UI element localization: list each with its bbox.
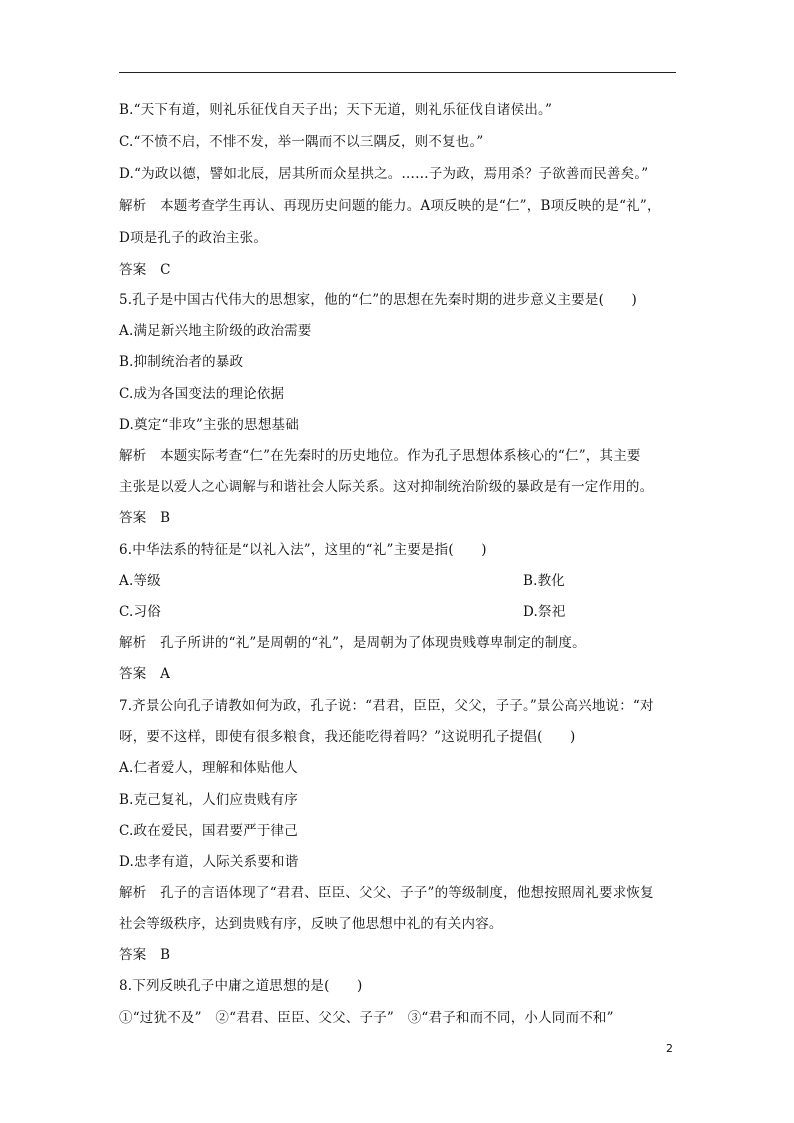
q7-stem-line-1: 7.齐景公向孔子请教如何为政，孔子说：“君君，臣臣，父父，子子。”景公高兴地说：“对	[119, 698, 654, 714]
q8-stem: 8.下列反映孔子中庸之道思想的是( )	[119, 978, 363, 994]
q6-option-a: A.等级	[119, 573, 161, 589]
q4-option-c: C.“不愤不启，不悱不发，举一隅而不以三隅反，则不复也。”	[119, 134, 484, 150]
q5-stem: 5.孔子是中国古代伟大的思想家，他的“仁”的思想在先秦时期的进步意义主要是( )	[119, 292, 637, 308]
q5-option-a: A.满足新兴地主阶级的政治需要	[119, 323, 312, 339]
q7-option-c: C.政在爱民，国君要严于律己	[119, 823, 298, 839]
q7-option-b: B.克己复礼，人们应贵贱有序	[119, 792, 299, 808]
q7-analysis-line-1: 解析 孔子的言语体现了“君君、臣臣、父父、子子”的等级制度，他想按照周礼要求恢复	[119, 885, 654, 901]
q5-option-c: C.成为各国变法的理论依据	[119, 386, 285, 402]
q5-option-d: D.奠定“非攻”主张的思想基础	[119, 417, 299, 433]
q5-analysis-line-2: 主张是以爱人之心调解与和谐社会人际关系。这对抑制统治阶级的暴政是有一定作用的。	[119, 479, 654, 495]
q5-analysis-line-1: 解析 本题实际考查“仁”在先秦时的历史地位。作为孔子思想体系核心的“仁”，其主要	[119, 448, 641, 464]
q8-items: ①“过犹不及” ②“君君、臣臣、父父、子子” ③“君子和而不同，小人同而不和”	[119, 1010, 614, 1026]
q7-analysis-line-2: 社会等级秩序，达到贵贱有序，反映了他思想中礼的有关内容。	[119, 916, 503, 932]
q7-answer: 答案 B	[119, 947, 171, 963]
q7-stem-line-2: 呀，要不这样，即使有很多粮食，我还能吃得着吗？”这说明孔子提倡( )	[119, 729, 576, 745]
header-rule	[119, 72, 676, 73]
q6-stem: 6.中华法系的特征是“以礼入法”，这里的“礼”主要是指( )	[119, 542, 487, 558]
q7-option-a: A.仁者爱人，理解和体贴他人	[119, 760, 298, 776]
q4-answer: 答案 C	[119, 262, 171, 278]
q4-analysis-line-2: D项是孔子的政治主张。	[119, 230, 268, 246]
q6-option-b: B.教化	[523, 573, 566, 589]
q6-options-row-2	[119, 603, 566, 621]
q4-analysis-line-1: 解析 本题考查学生再认、再现历史问题的能力。A项反映的是“仁”，B项反映的是“礼”，	[119, 198, 661, 214]
page-number: 2	[666, 1042, 673, 1055]
q4-option-b: B.“天下有道，则礼乐征伐自天子出；天下无道，则礼乐征伐自诸侯出。”	[119, 102, 553, 118]
q6-answer: 答案 A	[119, 666, 171, 682]
q5-option-b: B.抑制统治者的暴政	[119, 354, 244, 370]
q6-analysis: 解析 孔子所讲的“礼”是周朝的“礼”，是周朝为了体现贵贱尊卑制定的制度。	[119, 635, 586, 651]
q4-option-d: D.“为政以德，譬如北辰，居其所而众星拱之。……子为政，焉用杀？子欲善而民善矣。”	[119, 166, 649, 182]
q7-option-d: D.忠孝有道，人际关系要和谐	[119, 854, 299, 870]
q6-option-c: C.习俗	[119, 604, 161, 620]
q5-answer: 答案 B	[119, 510, 171, 526]
q6-option-d: D.祭祀	[523, 604, 566, 620]
q6-options-row-1	[119, 572, 566, 590]
